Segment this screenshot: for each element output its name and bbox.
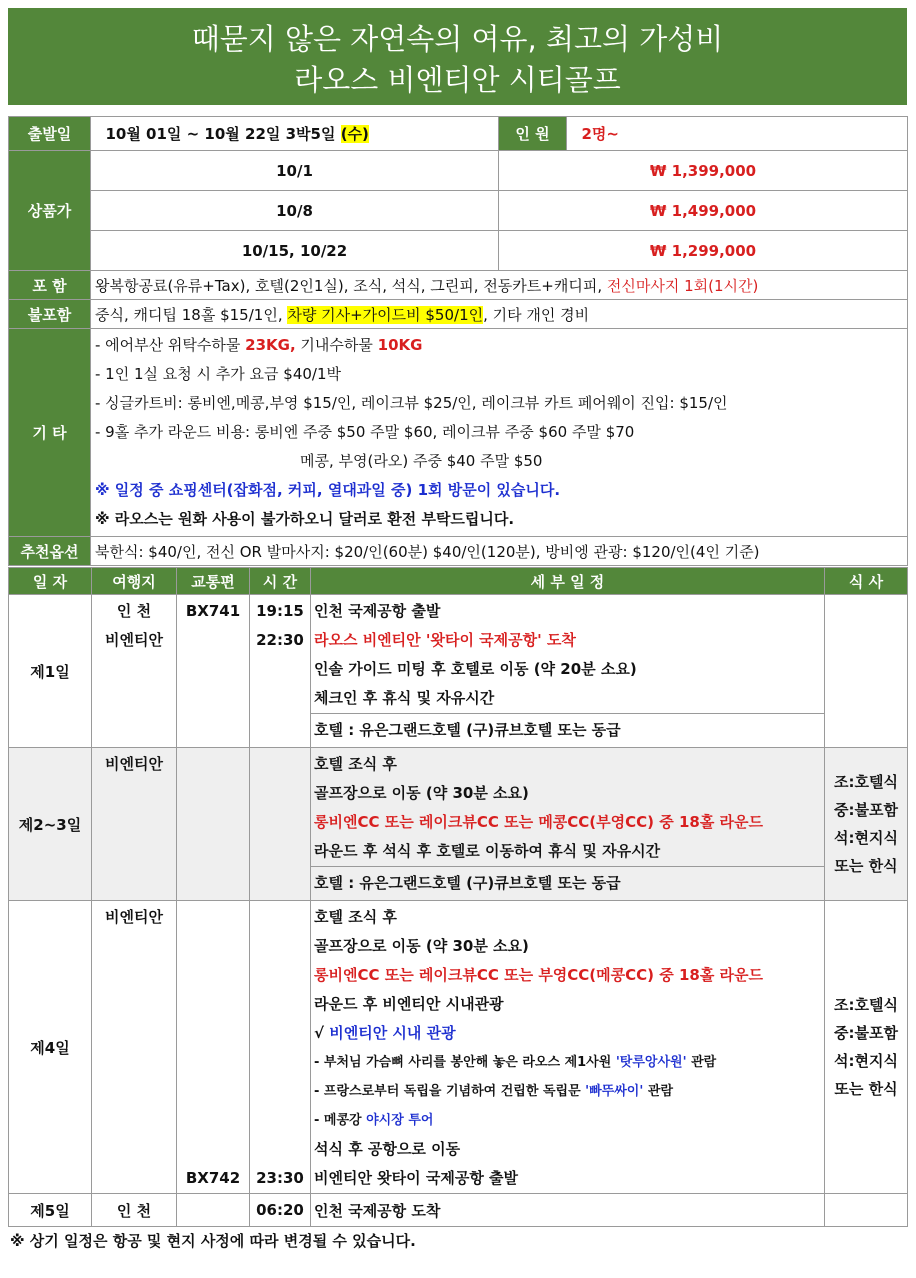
people-value: 2명~ <box>567 117 908 151</box>
departure-value: 10월 01일 ~ 10월 22일 3박5일 (수) <box>91 117 499 151</box>
itinerary-table <box>8 567 908 1227</box>
day5-row <box>9 1194 908 1227</box>
day5-flight <box>177 1194 250 1227</box>
day1-place: 인 천 비엔티안 <box>92 595 177 748</box>
title-banner <box>8 8 907 105</box>
price-value-3: ₩ 1,299,000 <box>499 231 908 271</box>
col-header-detail: 세 부 일 정 <box>311 568 825 595</box>
day23-detail: 호텔 조식 후 골프장으로 이동 (약 30분 소요) 롱비엔CC 또는 레이크뷰CC 또는 메콩CC(부영CC) 중 18홀 라운드 라운드 후 석식 후 호텔로 이동하여 휴식 및 자유시간 호텔 : 유은그랜드호텔 (구)큐브호텔 또는 동급 <box>311 748 825 901</box>
etc-line-currency: ※ 라오스는 원화 사용이 불가하오니 달러로 환전 부탁드립니다. <box>95 510 515 528</box>
day4-detail: 호텔 조식 후 골프장으로 이동 (약 30분 소요) 롱비엔CC 또는 레이크뷰CC 또는 부영CC(메콩CC) 중 18홀 라운드 라운드 후 비엔티안 시내관광 √ 비엔티안 시내 관광 - 부처님 가슴뼈 사리를 봉안해 놓은 라오스 제1사원 '탓루앙사원' 관람 - 프랑스로부터 독립을 기념하여 건립한 독립문 '빠뚜싸이' 관람 - 메콩강 야시장 투어 석식 후 공항으로 이동 비엔티안 왓타이 국제공항 출발 <box>311 901 825 1194</box>
day5-label: 제5일 <box>9 1194 92 1227</box>
etc-line-single-cart: - 싱글카트비: 롱비엔,메콩,부영 $15/인, 레이크뷰 $25/인, 레이크뷰 카트 페어웨이 진입: $15/인 <box>95 394 728 412</box>
day1-row <box>9 595 908 748</box>
etc-line-baggage: - 에어부산 위탁수하물 23KG, 기내수하물 10KG <box>95 336 423 354</box>
price-date-2: 10/8 <box>91 191 499 231</box>
day23-place: 비엔티안 <box>92 748 177 901</box>
include-label: 포 함 <box>9 271 91 300</box>
price-value-1: ₩ 1,399,000 <box>499 151 908 191</box>
day5-detail: 인천 국제공항 도착 <box>311 1194 825 1227</box>
day4-label: 제4일 <box>9 901 92 1194</box>
option-label: 추천옵션 <box>9 537 91 566</box>
day5-meal <box>825 1194 908 1227</box>
people-label: 인 원 <box>499 117 567 151</box>
day23-label: 제2~3일 <box>9 748 92 901</box>
day1-flight: BX741 <box>177 595 250 748</box>
col-header-time: 시 간 <box>250 568 311 595</box>
day1-meal <box>825 595 908 748</box>
day4-meal: 조:호텔식 중:불포함 석:현지식 또는 한식 <box>825 901 908 1194</box>
day23-row <box>9 748 908 901</box>
price-label: 상품가 <box>9 151 91 271</box>
day23-flight <box>177 748 250 901</box>
etc-line-single-room: - 1인 1실 요청 시 추가 요금 $40/1박 <box>95 365 342 383</box>
day23-time <box>250 748 311 901</box>
day1-label: 제1일 <box>9 595 92 748</box>
departure-label: 출발일 <box>9 117 91 151</box>
day1-hotel: 호텔 : 유은그랜드호텔 (구)큐브호텔 또는 동급 <box>311 713 824 745</box>
exclude-text: 중식, 캐디팁 18홀 $15/1인, 차량 기사+가이드비 $50/1인, 기타 개인 경비 <box>91 300 908 329</box>
footer-note: ※ 상기 일정은 항공 및 현지 사정에 따라 변경될 수 있습니다. <box>10 1232 416 1250</box>
etc-label: 기 타 <box>9 329 91 537</box>
etc-line-shopping: ※ 일정 중 쇼핑센터(잡화점, 커피, 열대과일 중) 1회 방문이 있습니다. <box>95 481 561 499</box>
option-text: 북한식: $40/인, 전신 OR 발마사지: $20/인(60분) $40/인(120분), 방비엥 관광: $120/인(4인 기준) <box>91 537 908 566</box>
exclude-label: 불포함 <box>9 300 91 329</box>
day4-flight: BX742 <box>177 901 250 1194</box>
day1-detail: 인천 국제공항 출발 라오스 비엔티안 '왓타이 국제공항' 도착 인솔 가이드 미팅 후 호텔로 이동 (약 20분 소요) 체크인 후 휴식 및 자유시간 호텔 : 유은그랜드호텔 (구)큐브호텔 또는 동급 <box>311 595 825 748</box>
day23-hotel: 호텔 : 유은그랜드호텔 (구)큐브호텔 또는 동급 <box>311 866 824 898</box>
price-value-2: ₩ 1,499,000 <box>499 191 908 231</box>
departure-day: (수) <box>340 125 369 143</box>
day4-row <box>9 901 908 1194</box>
col-header-transport: 교통편 <box>177 568 250 595</box>
day4-place: 비엔티안 <box>92 901 177 1194</box>
price-date-1: 10/1 <box>91 151 499 191</box>
etc-line-9hole: - 9홀 추가 라운드 비용: 롱비엔 주중 $50 주말 $60, 레이크뷰 주중 $60 주말 $70 <box>95 423 635 441</box>
title-line-1: 때묻지 않은 자연속의 여유, 최고의 가성비 <box>191 22 724 56</box>
day4-time: 23:30 <box>250 901 311 1194</box>
include-text: 왕복항공료(유류+Tax), 호텔(2인1실), 조식, 석식, 그린피, 전동카트+캐디피, 전신마사지 1회(1시간) <box>91 271 908 300</box>
col-header-day: 일 자 <box>9 568 92 595</box>
product-info-table <box>8 116 908 566</box>
etc-line-9hole-2: 메콩, 부영(라오) 주중 $40 주말 $50 <box>300 452 543 470</box>
day1-time: 19:15 22:30 <box>250 595 311 748</box>
etc-notes <box>91 329 908 537</box>
day23-meal: 조:호텔식 중:불포함 석:현지식 또는 한식 <box>825 748 908 901</box>
day5-place: 인 천 <box>92 1194 177 1227</box>
day5-time: 06:20 <box>250 1194 311 1227</box>
price-date-3: 10/15, 10/22 <box>91 231 499 271</box>
col-header-place: 여행지 <box>92 568 177 595</box>
title-line-2: 라오스 비엔티안 시티골프 <box>294 63 621 97</box>
col-header-meal: 식 사 <box>825 568 908 595</box>
